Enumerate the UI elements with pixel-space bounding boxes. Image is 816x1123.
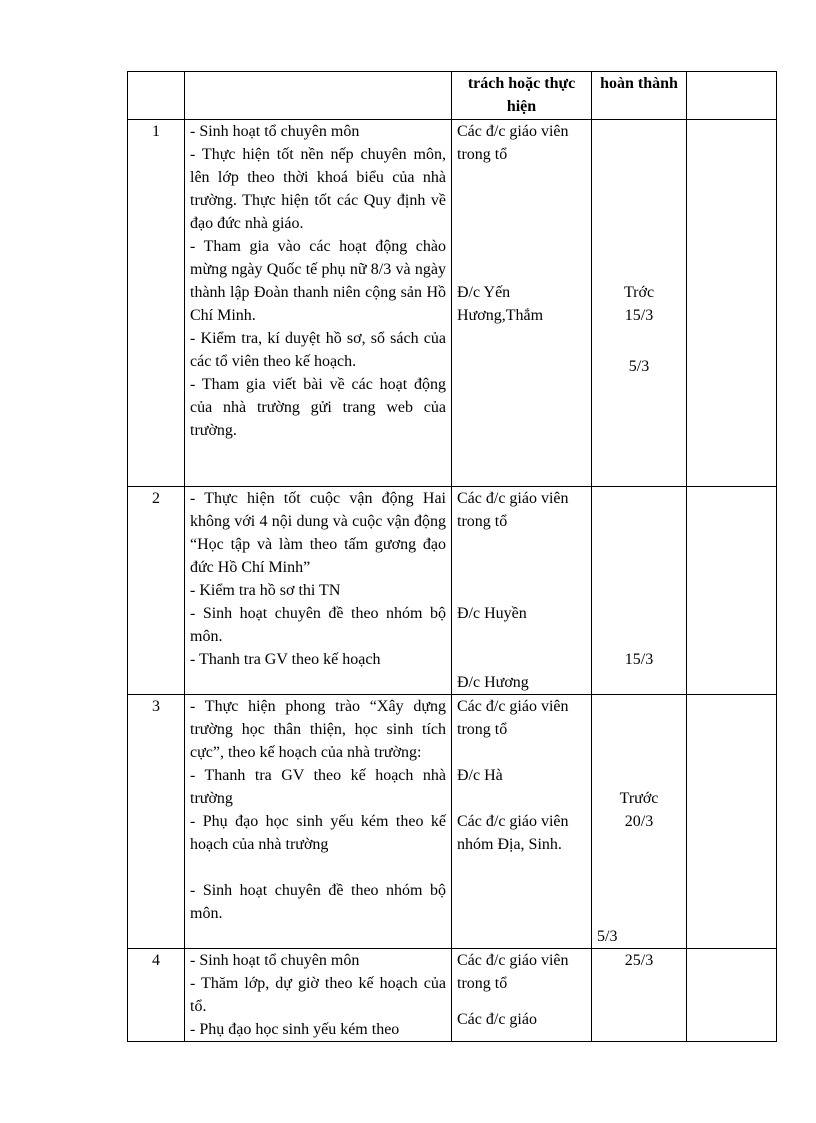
completion-item: 15/3 [624, 307, 654, 324]
header-num-cell [128, 72, 185, 120]
row-responsible [452, 695, 592, 949]
content-item: - Thăm lớp, dự giờ theo kế hoạch của tổ. [190, 975, 446, 1015]
content-item: - Thực hiện tốt nền nếp chuyên môn, lên lớp theo thời khoá biểu của nhà trường. Thực hiện tốt các Quy định về đạo đức nhà giáo. [190, 146, 446, 232]
row-notes [687, 695, 777, 949]
completion-item: Trước [619, 790, 659, 807]
row-notes [687, 120, 777, 487]
row-responsible [452, 949, 592, 1042]
content-item: - Thực hiện phong trào “Xây dựng trường học thân thiện, học sinh tích cực”, theo kế hoạch của nhà trường: [190, 698, 446, 761]
content-item: - Kiểm tra, kí duyệt hồ sơ, sổ sách của các tổ viên theo kế hoạch. [190, 330, 446, 370]
completion-item: Trớc [623, 284, 655, 301]
responsible-item: Các đ/c giáo viên trong tổ [457, 123, 569, 163]
content-item: - Sinh hoạt tổ chuyên môn [190, 123, 360, 140]
completion-item: 15/3 [624, 651, 654, 668]
responsible-item: Các đ/c giáo viên trong tổ [457, 698, 569, 738]
content-item: - Tham gia vào các hoạt động chào mừng ngày Quốc tế phụ nữ 8/3 và ngày thành lập Đoàn thanh niên cộng sản Hồ Chí Minh. [190, 238, 446, 324]
row-notes [687, 487, 777, 695]
plan-table [127, 71, 777, 1042]
responsible-item: Các đ/c giáo [457, 1011, 537, 1028]
completion-item: 5/3 [597, 928, 618, 945]
row-responsible [452, 487, 592, 695]
content-item: - Thực hiện tốt cuộc vận động Hai không với 4 nội dung và cuộc vận động “Học tập và làm theo tấm gương đạo đức Hồ Chí Minh” [190, 490, 446, 576]
table-header-row [128, 72, 777, 120]
row-completion [592, 949, 687, 1042]
content-item: - Phụ đạo học sinh yếu kém theo kế hoạch của nhà trường [190, 813, 446, 853]
responsible-item: Đ/c Yến Hương,Thắm [457, 284, 544, 324]
content-item: - Thanh tra GV theo kế hoạch [190, 651, 381, 668]
table-row [128, 120, 777, 487]
table-row [128, 949, 777, 1042]
row-number: 4 [128, 949, 185, 1042]
row-completion [592, 120, 687, 487]
row-content [185, 949, 452, 1042]
header-responsible: trách hoặc thực hiện [452, 72, 592, 120]
table-row [128, 695, 777, 949]
responsible-item: Đ/c Huyền [457, 605, 527, 622]
row-number: 3 [128, 695, 185, 949]
row-content [185, 120, 452, 487]
responsible-item: Các đ/c giáo viên nhóm Địa, Sinh. [457, 813, 569, 853]
row-content [185, 695, 452, 949]
header-notes-cell [687, 72, 777, 120]
content-item: - Tham gia viết bài về các hoạt động của nhà trường gửi trang web của trường. [190, 376, 446, 439]
row-number: 1 [128, 120, 185, 487]
completion-item: 20/3 [624, 813, 654, 830]
content-item: - Sinh hoạt tổ chuyên môn [190, 952, 360, 969]
header-completion: hoàn thành [592, 72, 687, 120]
completion-item: 25/3 [624, 952, 654, 969]
row-responsible [452, 120, 592, 487]
row-notes [687, 949, 777, 1042]
header-content-cell [185, 72, 452, 120]
content-item: - Phụ đạo học sinh yếu kém theo [190, 1021, 400, 1038]
row-completion [592, 695, 687, 949]
row-number: 2 [128, 487, 185, 695]
responsible-item: Đ/c Hương [457, 674, 529, 691]
content-item: - Kiểm tra hồ sơ thi TN [190, 582, 341, 599]
content-item: - Thanh tra GV theo kế hoạch nhà trường [190, 767, 446, 807]
responsible-item: Các đ/c giáo viên trong tổ [457, 952, 569, 992]
table-row [128, 487, 777, 695]
completion-item: 5/3 [628, 358, 650, 375]
row-content [185, 487, 452, 695]
responsible-item: Đ/c Hà [457, 767, 503, 784]
row-completion [592, 487, 687, 695]
content-item: - Sinh hoạt chuyên đề theo nhóm bộ môn. [190, 605, 446, 645]
responsible-item: Các đ/c giáo viên trong tổ [457, 490, 569, 530]
content-item: - Sinh hoạt chuyên đề theo nhóm bộ môn. [190, 882, 446, 922]
